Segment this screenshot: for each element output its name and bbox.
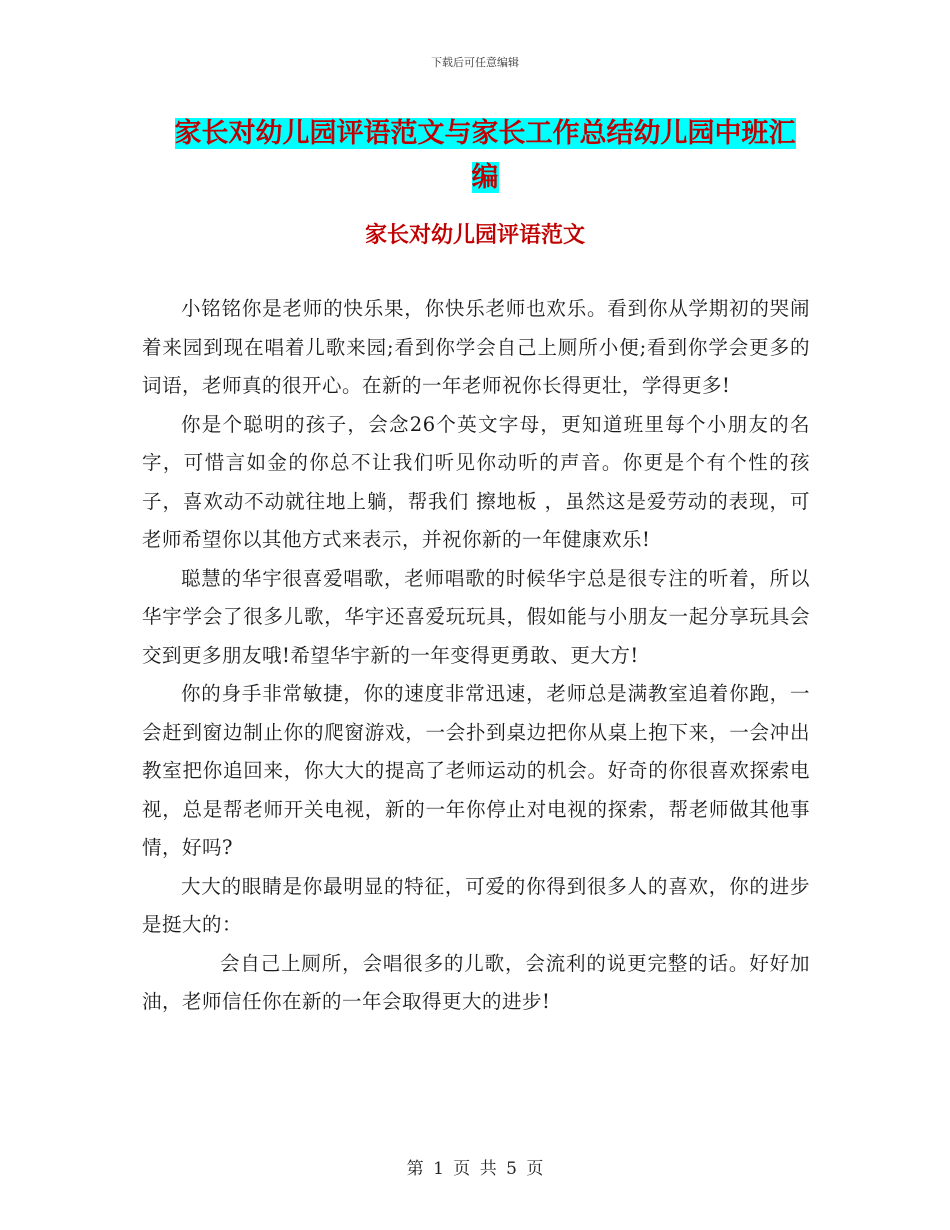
title-line-1: 家长对幼儿园评语范文与家长工作总结幼儿园中班汇	[174, 118, 796, 149]
paragraph: 你的身手非常敏捷，你的速度非常迅速，老师总是满教室追着你跑，一会赶到窗边制止你的爬窗游戏，一会扑到桌边把你从桌上抱下来，一会冲出教室把你追回来，你大大的提高了老师运动的机会。好奇的你很喜欢探索电视，总是帮老师开关电视，新的一年你停止对电视的探索，帮老师做其他事情，好吗?	[142, 682, 810, 859]
paragraph: 会自己上厕所，会唱很多的儿歌，会流利的说更完整的话。好好加油，老师信任你在新的一年会取得更大的进步!	[142, 951, 810, 1013]
page-footer: 第 1 页 共 5 页	[406, 1159, 544, 1179]
paragraph: 大大的眼睛是你最明显的特征，可爱的你得到很多人的喜欢，你的进步是挺大的：	[142, 874, 810, 936]
section-title: 家长对幼儿园评语范文	[364, 222, 585, 248]
paragraph: 小铭铭你是老师的快乐果，你快乐老师也欢乐。看到你从学期初的哭闹着来园到现在唱着儿歌来园;看到你学会自己上厕所小便;看到你学会更多的词语，老师真的很开心。在新的一年老师祝你长得更壮，学得更多!	[142, 297, 810, 397]
paragraph: 聪慧的华宇很喜爱唱歌，老师唱歌的时候华宇总是很专注的听着，所以华宇学会了很多儿歌，华宇还喜爱玩玩具，假如能与小朋友一起分享玩具会交到更多朋友哦!希望华宇新的一年变得更勇敢、更大方!	[142, 566, 810, 667]
paragraph: 你是个聪明的孩子，会念26个英文字母，更知道班里每个小朋友的名字，可惜言如金的你总不让我们听见你动听的声音。你更是个有个性的孩子，喜欢动不动就往地上躺，帮我们 擦地板 ，虽然这是爱劳动的表现，可老师希望你以其他方式来表示，并祝你新的一年健康欢乐!	[142, 412, 810, 551]
header-note: 下载后可任意编辑	[431, 56, 519, 69]
body-text	[142, 290, 810, 1022]
title-line-2: 编	[471, 162, 499, 193]
document-title	[150, 112, 820, 200]
